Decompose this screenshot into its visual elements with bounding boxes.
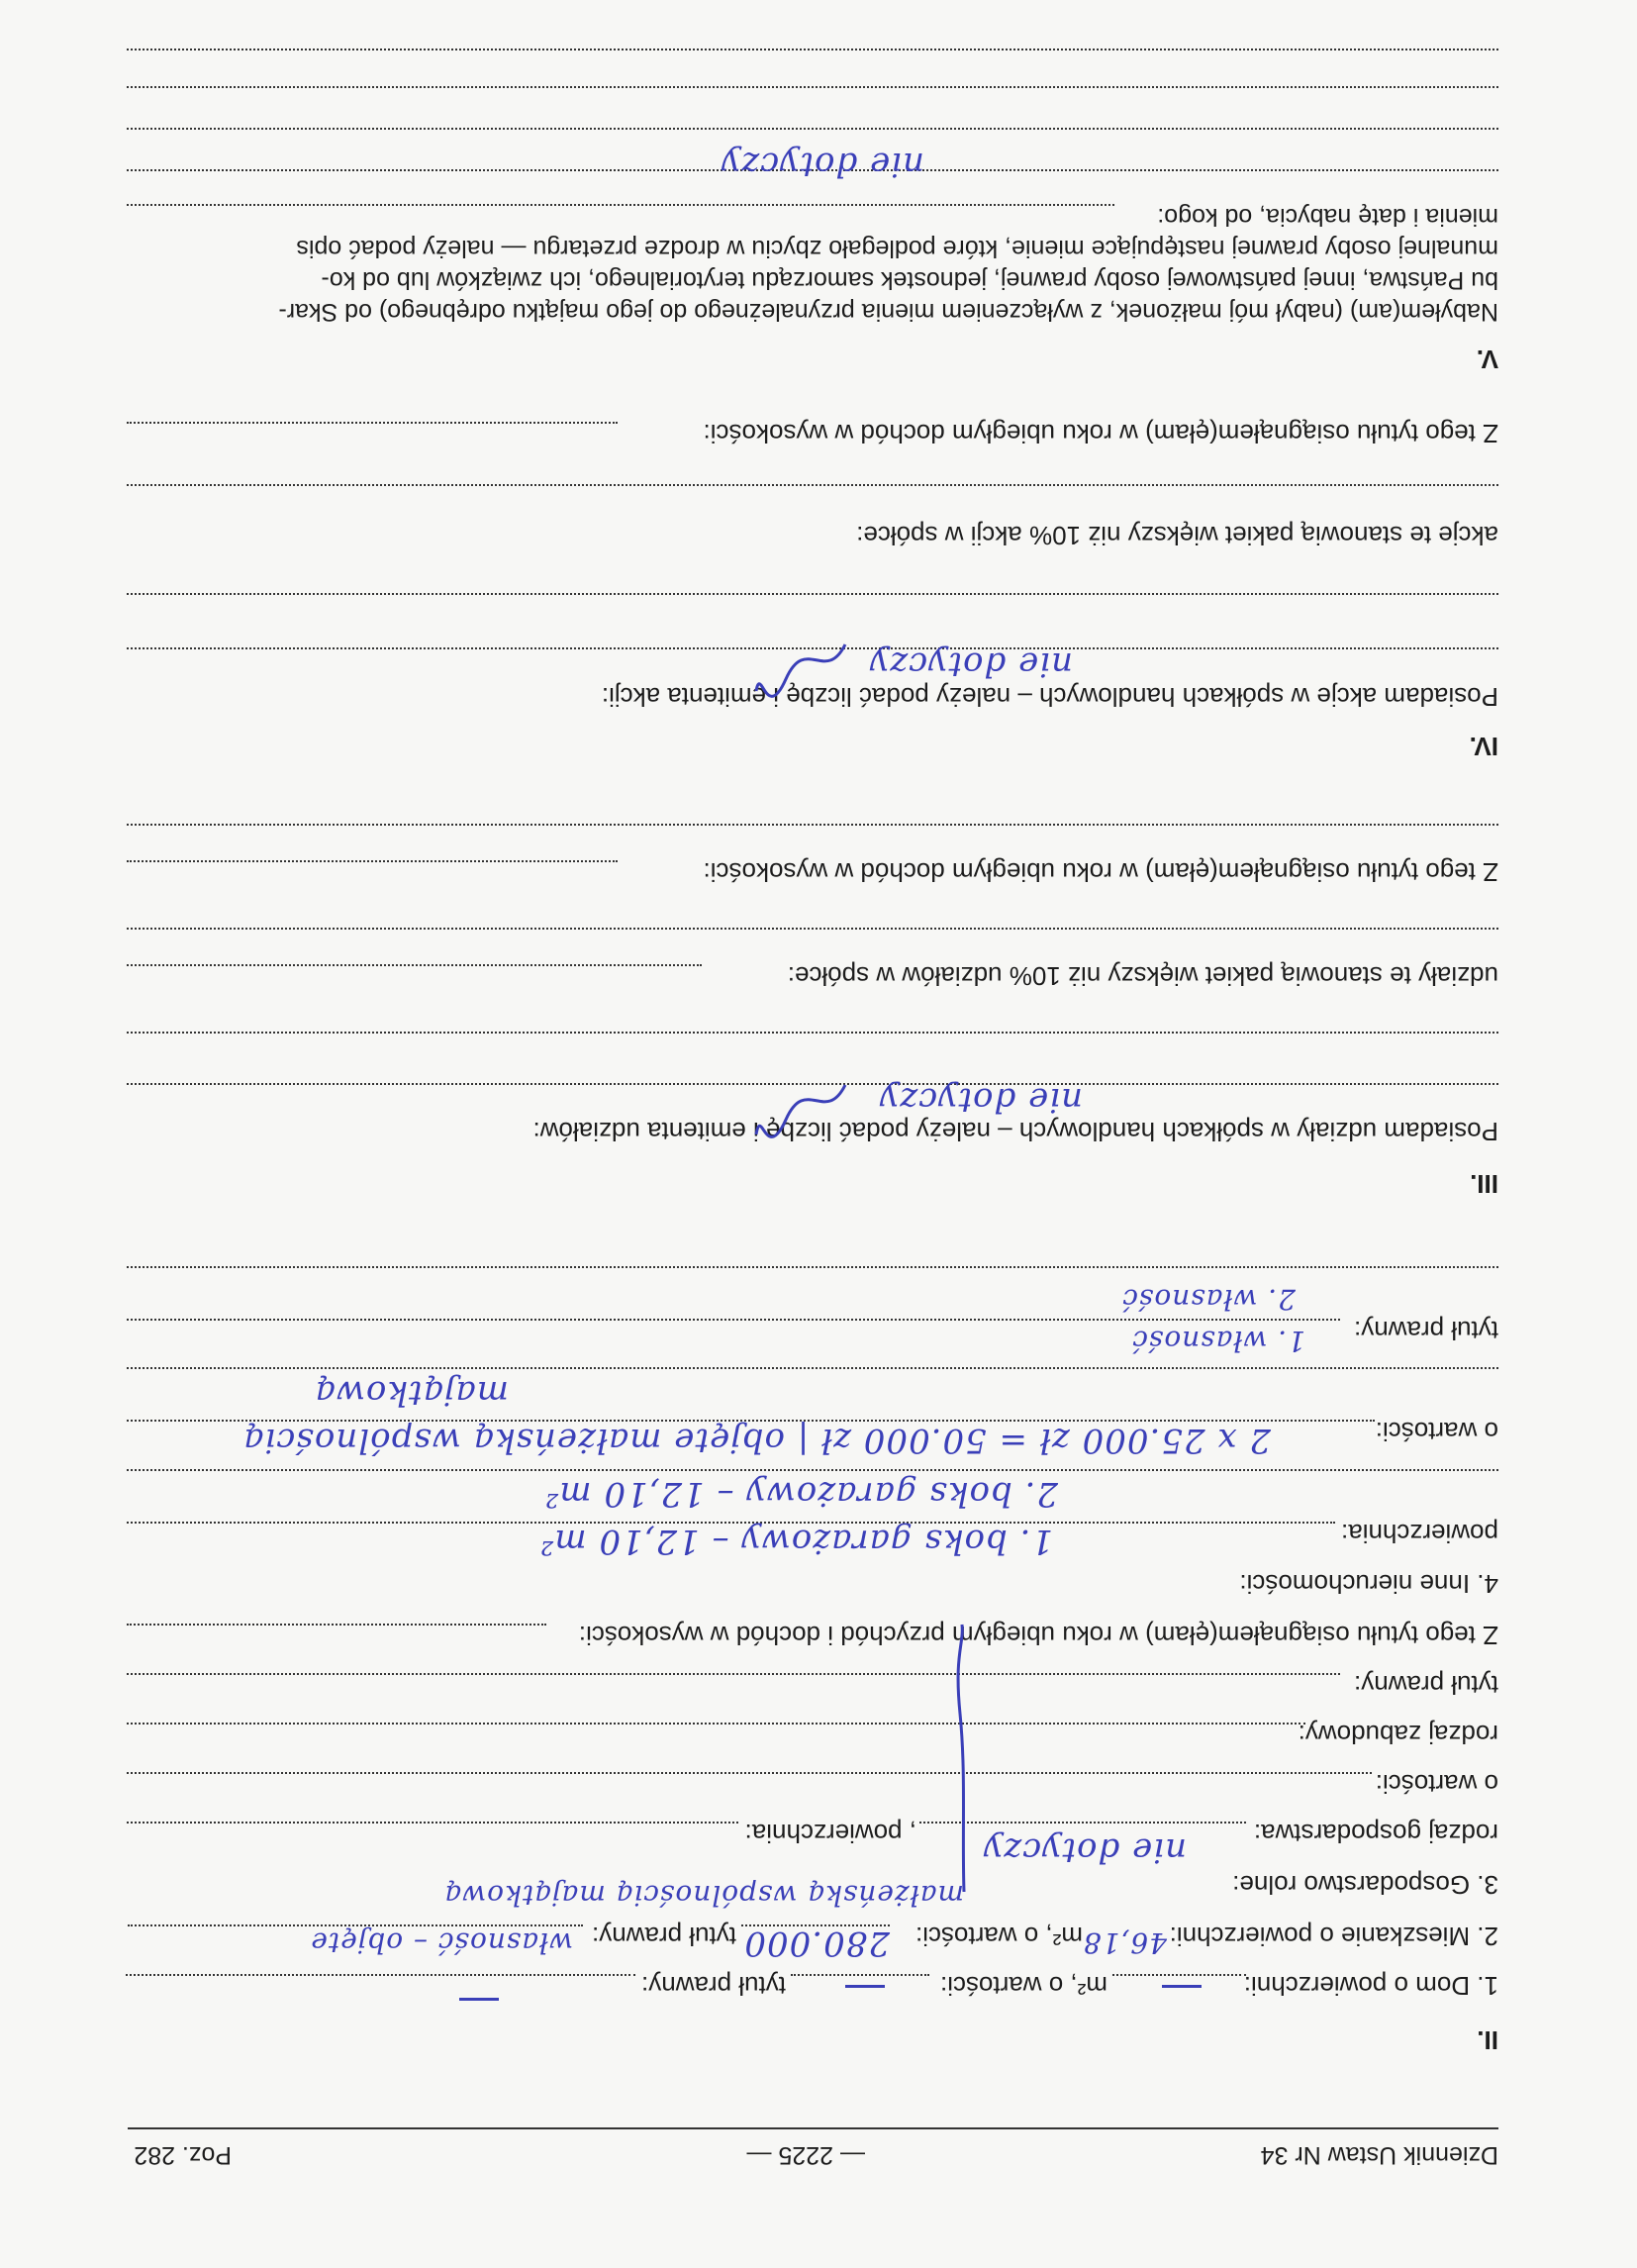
shares-packet-field <box>127 964 702 966</box>
house-title-dash <box>459 1998 499 2001</box>
shares-income-field <box>127 860 618 862</box>
acquisition-field-4 <box>127 86 1498 88</box>
acquisition-line-2: bu Państwa, innej państwowej osoby prawnej, jednostek samorządu terytorialnego, ich związków lub od ko- <box>321 266 1498 294</box>
acquisition-line-1: Nabyłem(am) (nabył mój małżonek, z wyłączeniem mienia przynależnego do jego majątku odrębnego) od Skar- <box>278 298 1498 326</box>
farm-title-label: tytuł prawny: <box>1354 1670 1498 1700</box>
flat-area-hw: 46,18 <box>1082 1926 1167 1959</box>
flat-area-label: 2. Mieszkanie o powierzchni: <box>1169 1922 1498 1951</box>
other-title-hw2: 2. własność <box>1121 1283 1296 1316</box>
stocks-packet-label: akcje te stanowią pakiet większy niż 10% akcji w spółce: <box>856 521 1498 550</box>
stocks-packet-field <box>127 484 1498 486</box>
section-iii-heading: III. <box>1470 1169 1498 1199</box>
house-area-label: 1. Dom o powierzchni: <box>1243 1971 1498 2001</box>
stocks-hw: nie dotyczy <box>869 644 1073 684</box>
stocks-label: Posiadam akcje w spółkach handlowych – należy podać liczbę i emitenta akcji: <box>601 682 1498 712</box>
farm-value-field <box>127 1772 1372 1774</box>
house-title-field <box>126 1974 635 1976</box>
page-number: — 2225 — <box>746 2141 865 2169</box>
farm-build-label: rodzaj zabudowy: <box>1298 1720 1498 1749</box>
section-ii-heading: II. <box>1477 2025 1498 2055</box>
shares-scribble <box>746 1065 855 1144</box>
farm-title-field <box>127 1673 1340 1675</box>
flat-title-hw-cont: małżeńską wspólnością majątkową <box>443 1879 964 1912</box>
flat-value-hw: 280.000 <box>743 1923 890 1963</box>
other-area-hw1: 1. boks garażowy – 12,10 m² <box>538 1522 1053 1561</box>
shares-label: Posiadam udziały w spółkach handlowych – należy podać liczbę i emitenta udziałów: <box>532 1117 1498 1146</box>
other-title-hw1: 1. własność <box>1131 1325 1305 1357</box>
stocks-scribble <box>746 620 855 699</box>
other-area-label: powierzchnia: <box>1341 1519 1498 1548</box>
farm-income-label: Z tego tytułu osiągnąłem(ęłam) w roku ubiegłym przychód i dochód w wysokości: <box>578 1621 1498 1650</box>
farm-strike-scribble <box>924 1615 1004 1912</box>
stocks-field-2 <box>127 593 1498 595</box>
flat-title-field <box>128 1924 583 1926</box>
section-v-heading: V. <box>1476 345 1498 374</box>
acquisition-field-1 <box>127 204 1114 206</box>
house-title-label: tytuł prawny: <box>641 1971 786 2001</box>
house-value-label: m², o wartości: <box>939 1971 1107 2001</box>
shares-income-label: Z tego tytułu osiągnąłem(ęłam) w roku ubiegłym dochód w wysokości: <box>703 857 1498 887</box>
acquisition-field-3 <box>127 128 1498 130</box>
farm-area-field <box>127 1822 738 1824</box>
flat-title-hw: własność – objęte <box>310 1926 573 1959</box>
farm-type-label: rodzaj gospodarstwa: <box>1253 1819 1498 1848</box>
farm-type-hw: nie dotyczy <box>983 1830 1187 1870</box>
other-value-hw: 2 x 25.000 zł = 50.000 zł | objęte małżeńską wspólnością <box>242 1421 1271 1460</box>
acquisition-hw: nie dotyczy <box>721 145 924 184</box>
other-area-field-2 <box>127 1469 1498 1471</box>
farm-area-label: , powierzchnia: <box>744 1819 916 1848</box>
flat-value-label: m², o wartości: <box>915 1922 1083 1951</box>
house-value-dash <box>845 1985 885 1988</box>
house-area-field <box>1112 1974 1246 1976</box>
acquisition-line-3: munalnej osoby prawnej następujące mienie, które podlegało zbyciu w drodze przetargu — należy podać opis <box>296 235 1498 262</box>
other-value-field-2 <box>127 1367 1498 1369</box>
other-title-label: tytuł prawny: <box>1354 1316 1498 1345</box>
section-iv-heading: IV. <box>1469 732 1498 761</box>
other-title-field <box>127 1319 1340 1321</box>
flat-title-label: tytuł prawny: <box>592 1922 736 1951</box>
shares-packet-label: udziały te stanowią pakiet większy niż 10% udziałów w spółce: <box>787 961 1498 991</box>
stocks-income-field <box>127 422 618 424</box>
acquisition-line-4: mienia i datę nabycia, od kogo: <box>1157 203 1498 231</box>
flat-value-field <box>741 1924 890 1926</box>
farm-label: 3. Gospodarstwo rolne: <box>1232 1870 1498 1900</box>
farm-income-field <box>127 1624 546 1626</box>
house-area-dash <box>1162 1985 1202 1988</box>
shares-packet-field-2 <box>127 928 1498 930</box>
shares-income-field-2 <box>127 824 1498 826</box>
other-property-label: 4. Inne nieruchomości: <box>1239 1569 1498 1599</box>
shares-hw: nie dotyczy <box>879 1080 1083 1120</box>
header-rule <box>128 2127 1498 2129</box>
journal-title: Dziennik Ustaw Nr 34 <box>1260 2141 1498 2169</box>
other-value-label: o wartości: <box>1375 1417 1498 1446</box>
acquisition-field-5 <box>127 49 1498 50</box>
farm-value-label: o wartości: <box>1375 1769 1498 1799</box>
house-value-field <box>791 1974 929 1976</box>
shares-field-2 <box>127 1032 1498 1034</box>
other-value-hw-cont: majątkową <box>314 1373 509 1413</box>
other-title-field-2 <box>127 1266 1498 1268</box>
farm-build-field <box>127 1723 1305 1725</box>
other-area-hw2: 2. boks garażowy – 12,10 m² <box>543 1474 1058 1514</box>
stocks-income-label: Z tego tytułu osiągnąłem(ęłam) w roku ubiegłym dochód w wysokości: <box>703 419 1498 448</box>
position-number: Poz. 282 <box>134 2141 232 2169</box>
